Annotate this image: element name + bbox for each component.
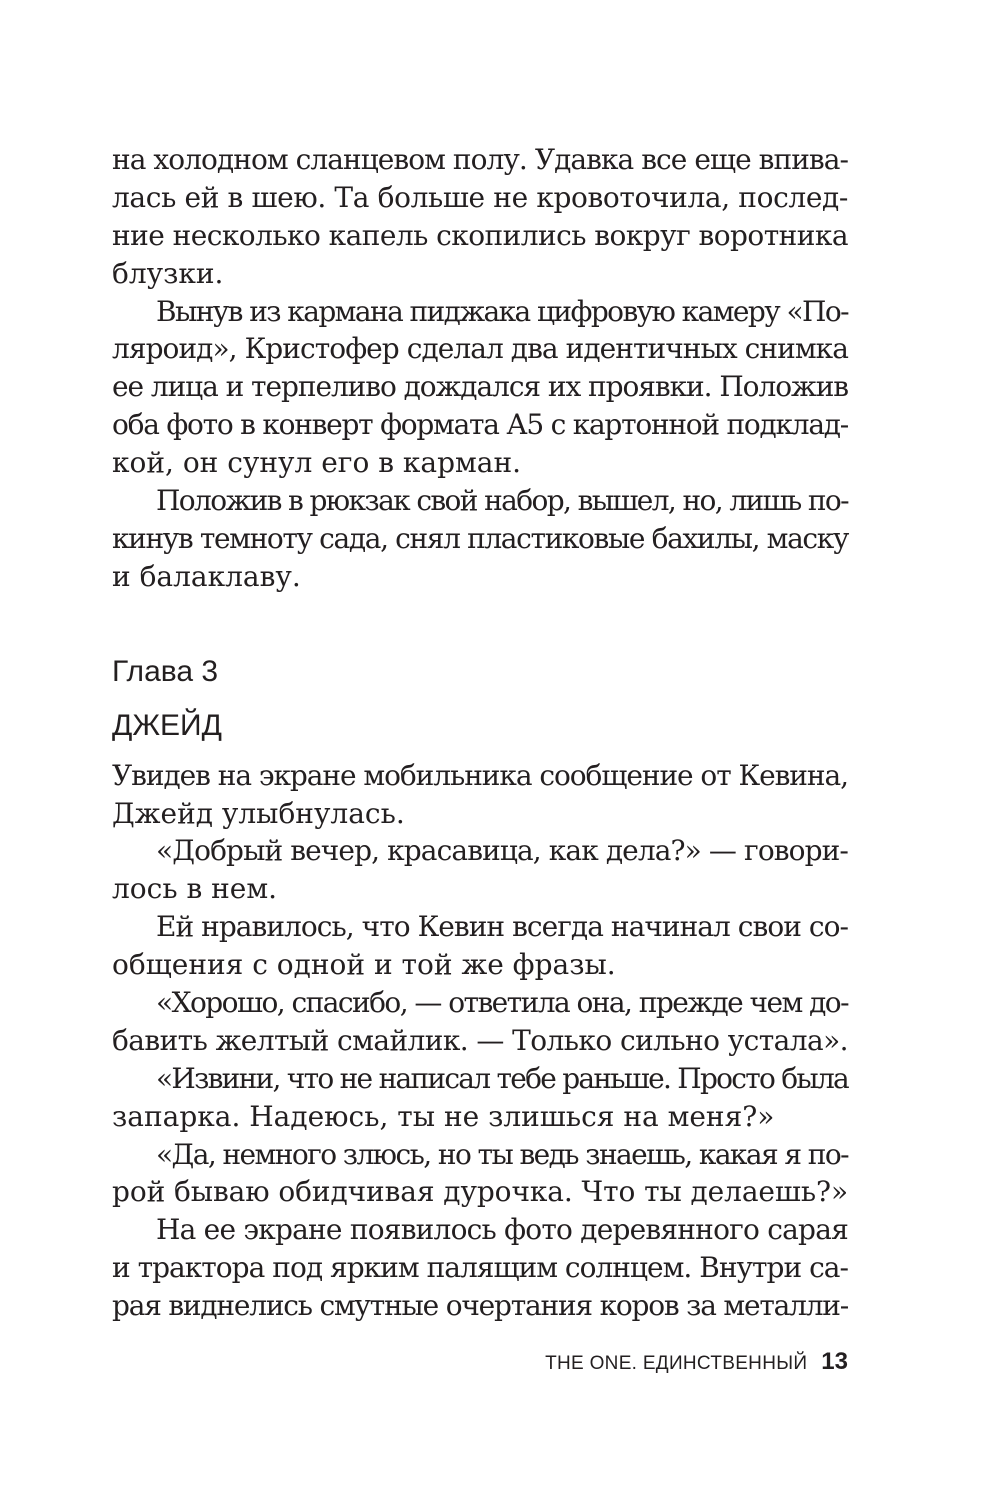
text-line: ее лица и терпеливо дождался их проявки. Положив <box>112 370 848 404</box>
text-line: Положив в рюкзак свой набор, вышел, но, лишь по- <box>156 484 848 518</box>
book-title: THE ONE. ЕДИНСТВЕННЫЙ <box>545 1353 808 1374</box>
page-content <box>112 141 848 1325</box>
text-line: лась ей в шею. Та больше не кровоточила, послед- <box>112 180 848 214</box>
chapter-name: ДЖЕЙД <box>112 708 222 742</box>
text-block-bottom <box>112 757 848 1325</box>
text-line: ляроид», Кристофер сделал два идентичных снимка <box>112 332 848 366</box>
text-line: кой, он сунул его в карман. <box>112 446 522 480</box>
text-line: На ее экране появилось фото деревянного сарая <box>156 1213 848 1247</box>
text-block-top <box>112 141 848 596</box>
running-footer <box>545 1348 848 1378</box>
text-line: запарка. Надеюсь, ты не злишься на меня?» <box>112 1099 775 1133</box>
text-line: рой бываю обидчивая дурочка. Что ты делаешь?» <box>112 1175 848 1209</box>
text-line: лось в нем. <box>112 872 278 906</box>
text-line: Ей нравилось, что Кевин всегда начинал свои со- <box>156 910 848 944</box>
chapter-number: Глава 3 <box>112 654 219 688</box>
text-line: рая виднелись смутные очертания коров за металли- <box>112 1289 848 1323</box>
text-line: Вынув из кармана пиджака цифровую камеру «По- <box>156 294 848 328</box>
text-line: «Да, немного злюсь, но ты ведь знаешь, какая я по- <box>156 1137 849 1171</box>
text-line: оба фото в конверт формата А5 с картонной подклад- <box>112 408 848 442</box>
text-line: кинув темноту сада, снял пластиковые бахилы, маску <box>112 521 848 555</box>
text-line: на холодном сланцевом полу. Удавка все еще впива- <box>112 143 848 176</box>
text-line: Увидев на экране мобильника сообщение от Кевина, <box>112 758 848 792</box>
text-line: и трактора под ярким палящим солнцем. Внутри са- <box>112 1251 848 1285</box>
text-line: «Хорошо, спасибо, — ответила она, прежде чем до- <box>156 986 848 1020</box>
text-line: блузки. <box>112 256 224 290</box>
text-line: и балаклаву. <box>112 559 301 593</box>
text-line: «Добрый вечер, красавица, как дела?» — говори- <box>156 834 848 868</box>
text-line: Джейд улыбнулась. <box>112 796 405 830</box>
text-line: «Извини, что не написал тебе раньше. Просто была <box>156 1061 848 1095</box>
text-line: общения с одной и той же фразы. <box>112 948 616 982</box>
text-line: ние несколько капель скопились вокруг воротника <box>112 218 848 252</box>
text-line: бавить желтый смайлик. — Только сильно устала». <box>112 1023 849 1057</box>
page-number: 13 <box>821 1348 848 1375</box>
